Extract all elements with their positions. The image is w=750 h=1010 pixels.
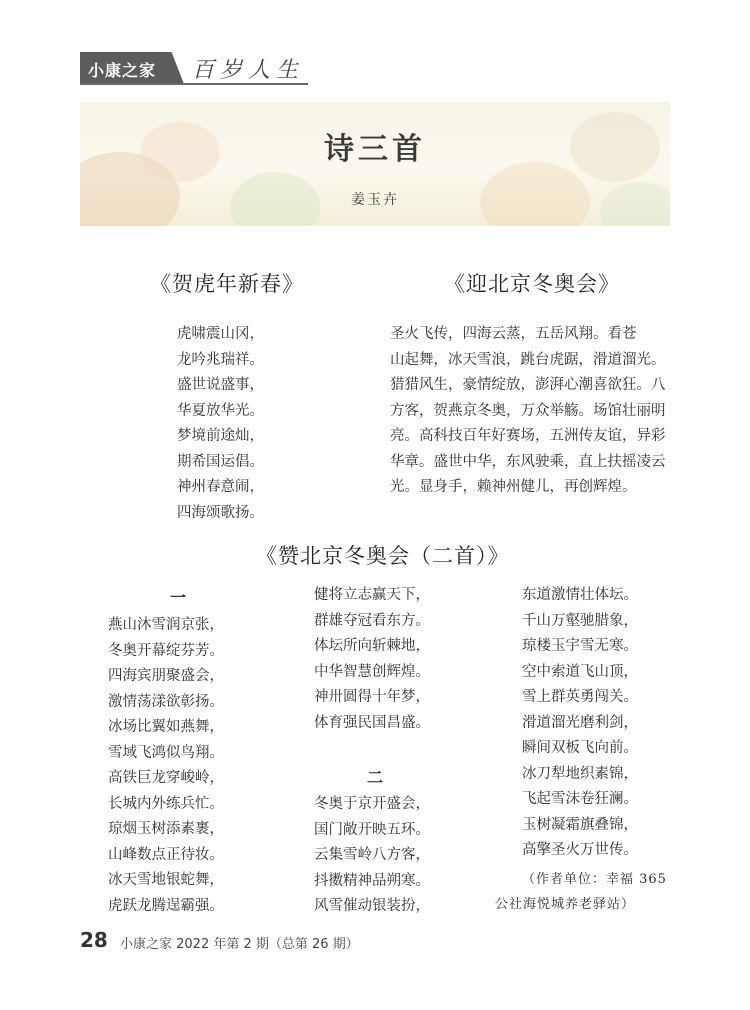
poem-2-line: 光。显身手，赖神州健儿，再创辉煌。 [390, 479, 637, 495]
poem-3-col-3-line: 琼楼玉宇雪无寒。 [522, 638, 638, 654]
poem-3-col-1-line: 虎跃龙腾逞霸强。 [108, 897, 224, 914]
poem-3-col-3-line: 冰刀犁地织素锦， [522, 765, 638, 782]
poem-3-col-1-line: 冬奥开幕绽芬芳。 [108, 642, 224, 659]
poem-3-col-1-line: 雪域飞鸿似鸟翔。 [108, 744, 224, 761]
page-number: 28 [80, 928, 108, 952]
poem-3-col-3-line: 雪上群英勇闯关。 [522, 689, 638, 705]
poem-3-col-2-line: 体坛所向斩棘地， [314, 638, 430, 654]
part-two-label: 二 [367, 768, 384, 787]
poem-3-col-3-line: 飞起雪沫卷狂澜。 [522, 791, 638, 807]
poem-2-line: 亮。高科技百年好赛场，五洲传友谊，异彩 [390, 428, 666, 444]
poem-3-col-2-line: 云集雪岭八方客， [314, 847, 430, 863]
poem-1-line: 华夏放华光。 [177, 402, 264, 419]
poem-3-col-3-line: 瞬间双板飞向前。 [522, 740, 638, 756]
poem-2-line: 华章。盛世中华，东风驶乘，直上扶摇凌云 [390, 453, 666, 470]
poem-3-col-1-line: 四海宾朋聚盛会， [108, 668, 224, 684]
poem-1-line: 龙吟兆瑞祥。 [177, 351, 264, 368]
poem-3-col-3-line: 玉树凝霜旗叠锦， [522, 816, 638, 833]
poem-2-line: 山起舞，冰天雪浪，跳台虎踞，滑道溜光。 [390, 351, 666, 368]
issue-info: 小康之家 2022 年第 2 期（总第 26 期） [120, 937, 359, 952]
part-one-label: 一 [170, 588, 187, 607]
poem-3-col-2-line: 群雄夺冠看东方。 [314, 612, 430, 629]
poem-3-col-1-line: 冰场比翼如燕舞， [108, 719, 224, 735]
poem-3-col-1-line: 长城内外练兵忙。 [108, 795, 224, 812]
poem-3-col-3-line: 空中索道飞山顶， [522, 663, 638, 680]
poem-1-line: 梦境前途灿， [177, 428, 264, 444]
poem-3-col-2-line: 神卅圆得十年梦， [314, 689, 430, 705]
poem-1-line: 盛世说盛事， [177, 377, 264, 393]
poem-3-col-1-line: 激情荡漾欲彰扬。 [108, 693, 224, 710]
author-note-line-2: 公社海悦城养老驿站） [495, 897, 636, 912]
poem-3-col-1-line: 山峰数点正待妆。 [108, 846, 224, 863]
poem-3-col-2-line: 抖擞精神品朔寒。 [314, 872, 430, 889]
poem-3-col-2-line: 风雪催动银装扮， [314, 898, 430, 914]
author-note-line-1: （作者单位：幸福 365 [522, 872, 667, 887]
poem-3-col-2-line: 体育强民国昌盛。 [314, 714, 430, 731]
poem-3-title: 《赞北京冬奥会（二首）》 [256, 544, 510, 568]
poem-3-col-1-line: 琼烟玉树添素裹， [108, 821, 224, 837]
poem-3-col-1-line: 高铁巨龙穿峻岭， [108, 770, 224, 786]
poem-3-col-2-line: 冬奥于京开盛会， [314, 796, 430, 812]
poem-3-col-2-line: 中华智慧创辉煌。 [314, 663, 430, 680]
section-label: 小康之家 [88, 61, 157, 80]
poem-3-col-3-line: 滑道溜光磨利剑， [522, 714, 638, 731]
poem-3-col-3-line: 千山万壑驰腊象， [522, 612, 638, 629]
column-name: 百岁人生 [192, 58, 305, 83]
poem-3-col-2-line: 健将立志赢天下， [314, 587, 430, 603]
poem-3-col-3-line: 高擎圣火万世传。 [522, 842, 638, 858]
poem-2-title: 《迎北京冬奥会》 [444, 272, 620, 296]
poem-3-col-3-line: 东道激情壮体坛。 [522, 587, 638, 603]
header-rule [80, 83, 308, 85]
poem-2-line: 方客，贺燕京冬奥，万众举觞。场馆壮丽明 [390, 402, 666, 419]
poem-1-line: 四海颂歌扬。 [177, 504, 264, 521]
poem-3-col-1-line: 冰天雪地银蛇舞， [108, 872, 224, 888]
page-title: 诗三首 [324, 132, 426, 167]
poem-1-line: 期希国运倡。 [177, 453, 264, 470]
poem-3-col-1-line: 燕山沐雪润京张， [108, 617, 224, 633]
poem-3-col-2-line: 国门敞开映五环。 [314, 821, 430, 838]
poem-1-title: 《贺虎年新春》 [150, 272, 304, 296]
author-name: 姜玉卉 [351, 192, 399, 208]
poem-2-line: 圣火飞传，四海云蒸，五岳风翔。看苍 [390, 326, 637, 342]
poem-2-line: 猎猎风生，豪情绽放，澎湃心潮喜欲狂。八 [390, 377, 666, 393]
poem-1-line: 神州春意闹， [177, 479, 264, 495]
poem-1-line: 虎啸震山冈， [177, 326, 264, 342]
